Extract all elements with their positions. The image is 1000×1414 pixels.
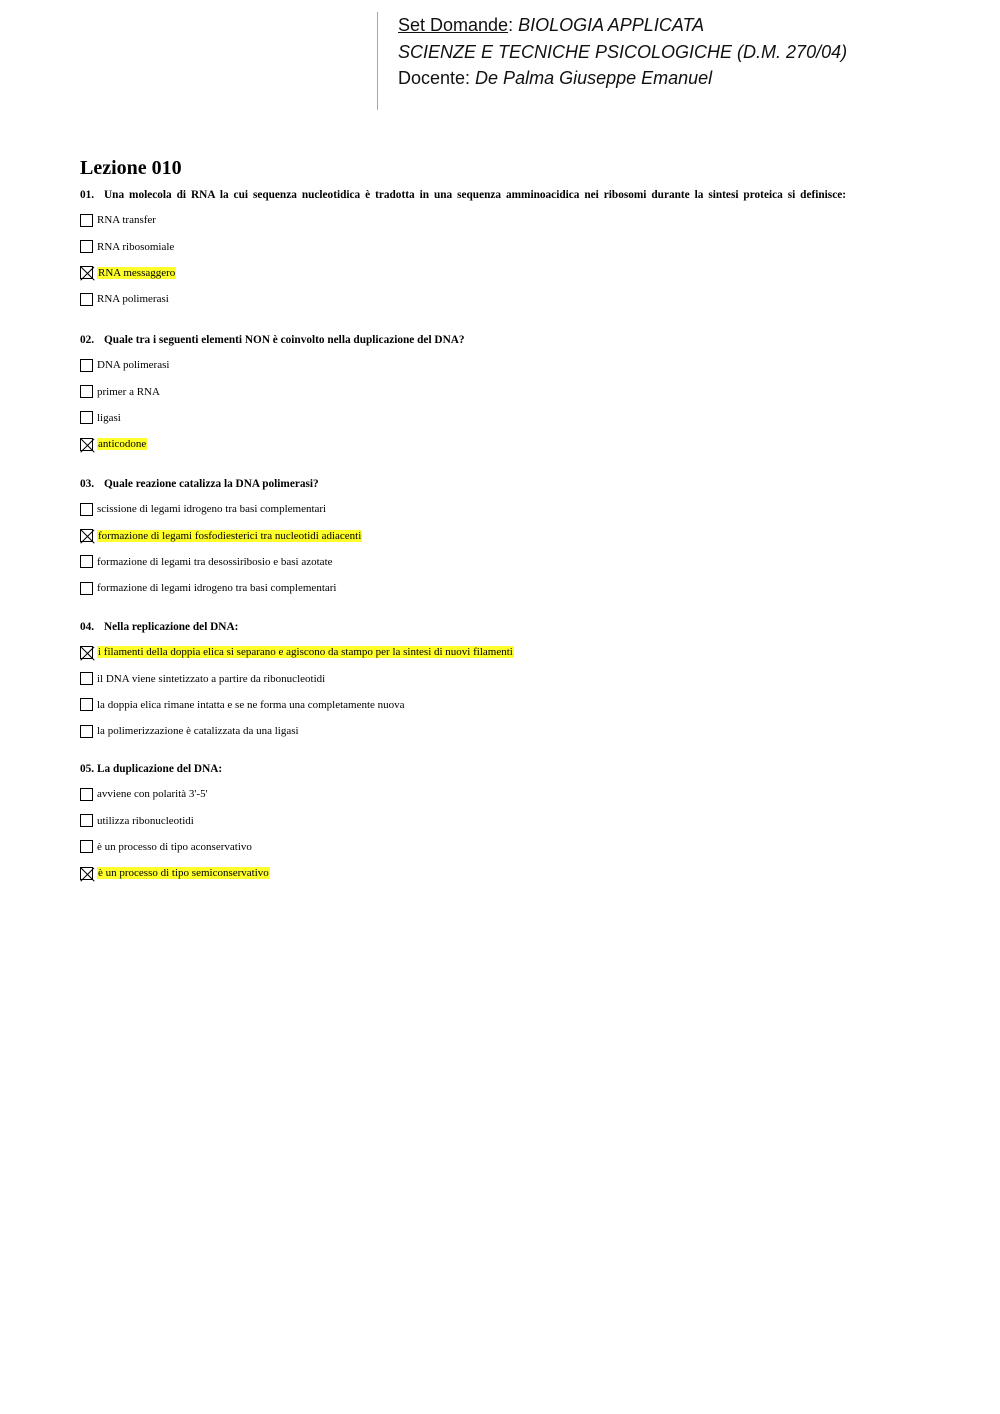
checkbox[interactable] [80,788,93,801]
header-course-line [398,12,847,39]
answer-option[interactable] [80,233,960,259]
question-01 [80,188,960,313]
question-number: 03. [80,478,95,490]
header-set-label: Set Domande [398,15,509,35]
answer-option-correct[interactable] [80,860,960,886]
header-teacher-line [398,65,847,92]
option-label: avviene con polarità 3'-5' [97,788,208,801]
header-separator: : [508,15,519,35]
option-label: primer a RNA [97,385,160,398]
question-title [80,188,846,203]
option-label: RNA transfer [97,214,156,227]
question-title [80,762,960,777]
answer-option[interactable] [80,207,960,233]
checkbox-checked[interactable] [80,867,93,880]
checkbox[interactable] [80,840,93,853]
header-teacher-label: Docente: [398,68,476,88]
header-course-name: BIOLOGIA APPLICATA [518,15,705,35]
option-label: è un processo di tipo aconservativo [97,840,252,853]
option-label-highlighted: RNA messaggero [98,266,176,279]
answer-option[interactable] [80,718,960,744]
option-label: RNA ribosomiale [97,240,175,253]
answer-option[interactable] [80,405,960,431]
checkbox[interactable] [80,359,93,372]
header-degree-line: SCIENZE E TECNICHE PSICOLOGICHE (D.M. 270/04) [398,41,848,62]
answer-option[interactable] [80,549,960,575]
answer-option[interactable] [80,286,960,312]
answer-option[interactable] [80,378,960,404]
question-number: 02. [80,334,95,346]
question-05 [80,762,960,887]
checkbox[interactable] [80,672,93,685]
option-label: la doppia elica rimane intatta e se ne forma una completamente nuova [97,698,405,711]
option-label: DNA polimerasi [97,359,170,372]
header-teacher-name: De Palma Giuseppe Emanuel [475,68,713,88]
answer-option-correct[interactable] [80,639,960,665]
question-text: Una molecola di RNA la cui sequenza nucleotidica è tradotta in una sequenza amminoacidica nei ribosomi durante la sintesi proteica si definisce: [104,189,846,201]
option-label-highlighted: è un processo di tipo semiconservativo [98,867,269,880]
checkbox[interactable] [80,698,93,711]
question-04 [80,620,960,745]
option-label-highlighted: i filamenti della doppia elica si separano e agiscono da stampo per la sintesi di nuovi filamenti [98,646,513,659]
question-number: 01. [80,189,95,201]
checkbox[interactable] [80,385,93,398]
option-label: il DNA viene sintetizzato a partire da ribonucleotidi [97,672,326,685]
question-text: Quale reazione catalizza la DNA polimerasi? [104,478,319,490]
option-label: la polimerizzazione è catalizzata da una ligasi [97,725,299,738]
checkbox[interactable] [80,555,93,568]
checkbox[interactable] [80,582,93,595]
checkbox[interactable] [80,503,93,516]
option-label: RNA polimerasi [97,293,169,306]
question-03 [80,477,960,602]
option-label: utilizza ribonucleotidi [97,814,194,827]
checkbox-checked[interactable] [80,646,93,659]
question-title [80,333,960,348]
option-label: scissione di legami idrogeno tra basi complementari [97,503,327,516]
answer-option[interactable] [80,834,960,860]
answer-option[interactable] [80,692,960,718]
question-title [80,477,960,492]
question-02 [80,333,960,458]
answer-option[interactable] [80,781,960,807]
checkbox-checked[interactable] [80,438,93,451]
question-number: 05. [80,763,95,775]
answer-option[interactable] [80,807,960,833]
checkbox[interactable] [80,725,93,738]
document-header [377,12,847,110]
option-label: formazione di legami idrogeno tra basi complementari [97,582,337,595]
option-label-highlighted: formazione di legami fosfodiesterici tra nucleotidi adiacenti [98,529,362,542]
checkbox[interactable] [80,814,93,827]
answer-option[interactable] [80,352,960,378]
checkbox[interactable] [80,214,93,227]
option-label-highlighted: anticodone [98,438,147,451]
answer-option-correct[interactable] [80,522,960,548]
checkbox-checked[interactable] [80,266,93,279]
answer-option[interactable] [80,575,960,601]
lesson-title: Lezione 010 [80,157,182,179]
answer-option-correct[interactable] [80,431,960,457]
answer-option-correct[interactable] [80,260,960,286]
option-label: formazione di legami tra desossiribosio e basi azotate [97,555,333,568]
checkbox-checked[interactable] [80,529,93,542]
checkbox[interactable] [80,293,93,306]
question-number: 04. [80,621,95,633]
checkbox[interactable] [80,240,93,253]
question-text: Quale tra i seguenti elementi NON è coinvolto nella duplicazione del DNA? [104,334,465,346]
answer-option[interactable] [80,496,960,522]
question-text: La duplicazione del DNA: [96,763,223,775]
answer-option[interactable] [80,665,960,691]
checkbox[interactable] [80,411,93,424]
question-text: Nella replicazione del DNA: [104,621,239,633]
question-title [80,620,960,635]
option-label: ligasi [97,411,121,424]
